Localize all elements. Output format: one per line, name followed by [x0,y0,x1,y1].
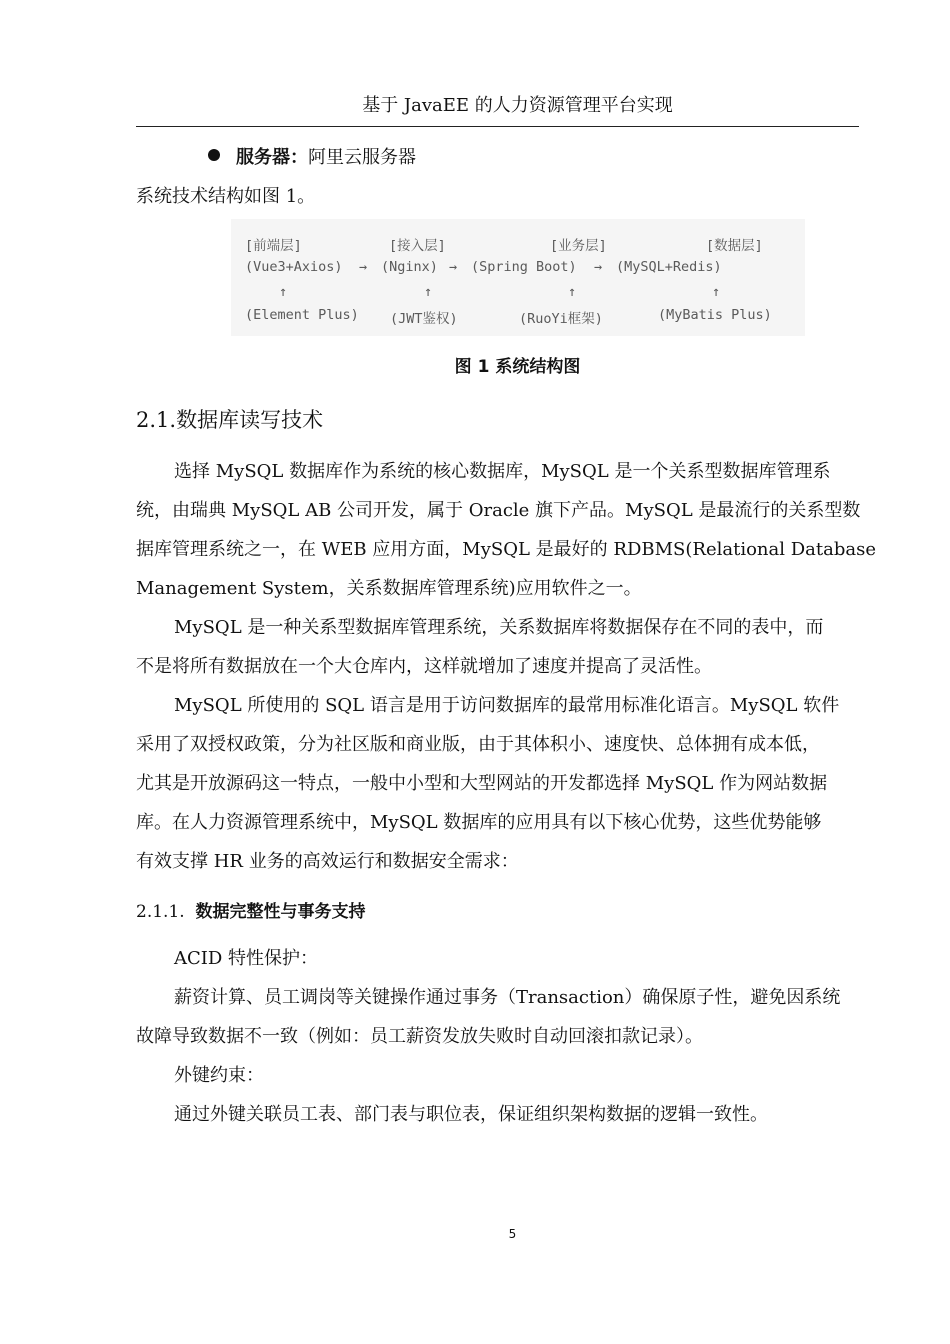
subsection-heading [136,897,365,922]
subsection-line: ACID 特性保护： [174,948,319,969]
support-access: (JWT鉴权) [390,311,458,327]
paragraph-line: 不是将所有数据放在一个大仓库内，这样就增加了速度并提高了灵活性。 [136,656,712,677]
section-number: 2.1. [136,408,177,432]
arrow-up-icon: ↑ [568,284,577,300]
layer-data: [数据层] [706,238,763,254]
paragraph-line: 统，由瑞典 MySQL AB 公司开发，属于 Oracle 旗下产品。MySQL 是最流行的关系型数 [136,500,861,521]
subsection-line: 薪资计算、员工调岗等关键操作通过事务（Transaction）确保原子性，避免因系统 [174,987,841,1008]
arrow-right-icon: → [594,259,603,275]
paragraph-line: 采用了双授权政策，分为社区版和商业版，由于其体积小、速度快、总体拥有成本低， [136,734,820,755]
bullet-label: 服务器： [236,147,308,168]
bullet-item [236,143,416,169]
subsection-line: 通过外键关联员工表、部门表与职位表，保证组织架构数据的逻辑一致性。 [174,1104,768,1125]
component-access: (Nginx) [381,259,438,275]
figure-intro: 系统技术结构如图 1。 [136,186,316,207]
arrow-right-icon: → [449,259,458,275]
layer-frontend: [前端层] [245,238,302,254]
component-frontend: (Vue3+Axios) [245,259,343,275]
subsection-title: 数据完整性与事务支持 [195,902,366,922]
section-title: 数据库读写技术 [176,408,324,432]
running-header: 基于 JavaEE 的人力资源管理平台实现 [362,95,673,116]
figure-caption: 图 1 系统结构图 [454,357,581,377]
subsection-number: 2.1.1. [136,902,185,922]
component-business: (Spring Boot) [471,259,577,275]
paragraph-line: 有效支撑 HR 业务的高效运行和数据安全需求： [136,851,519,872]
arrow-up-icon: ↑ [279,284,288,300]
paragraph-line: 库。在人力资源管理系统中，MySQL 数据库的应用具有以下核心优势，这些优势能够 [136,812,822,833]
paragraph-line: 据库管理系统之一，在 WEB 应用方面，MySQL 是最好的 RDBMS(Relational Database [136,539,876,560]
layer-access: [接入层] [389,238,446,254]
paragraph-line: MySQL 是一种关系型数据库管理系统，关系数据库将数据保存在不同的表中，而 [174,617,824,638]
layer-business: [业务层] [550,238,607,254]
paragraph-line: MySQL 所使用的 SQL 语言是用于访问数据库的最常用标准化语言。MySQL 软件 [174,695,840,716]
header-rule [136,126,859,127]
arrow-right-icon: → [359,259,368,275]
subsection-line: 故障导致数据不一致（例如：员工薪资发放失败时自动回滚扣款记录）。 [136,1026,703,1047]
paragraph-line: 尤其是开放源码这一特点，一般中小型和大型网站的开发都选择 MySQL 作为网站数据 [136,773,828,794]
subsection-line: 外键约束： [174,1065,264,1086]
page-number: 5 [508,1227,517,1241]
support-data: (MyBatis Plus) [658,307,772,323]
support-frontend: (Element Plus) [245,307,359,323]
arrow-up-icon: ↑ [424,284,433,300]
bullet-value: 阿里云服务器 [308,147,416,168]
arrow-up-icon: ↑ [712,284,721,300]
section-heading [136,404,323,434]
bullet-icon [208,149,220,161]
paragraph-line: 选择 MySQL 数据库作为系统的核心数据库，MySQL 是一个关系型数据库管理系 [174,461,831,482]
paragraph-line: Management System，关系数据库管理系统)应用软件之一。 [136,578,642,599]
component-data: (MySQL+Redis) [616,259,722,275]
support-business: (RuoYi框架) [519,311,603,327]
